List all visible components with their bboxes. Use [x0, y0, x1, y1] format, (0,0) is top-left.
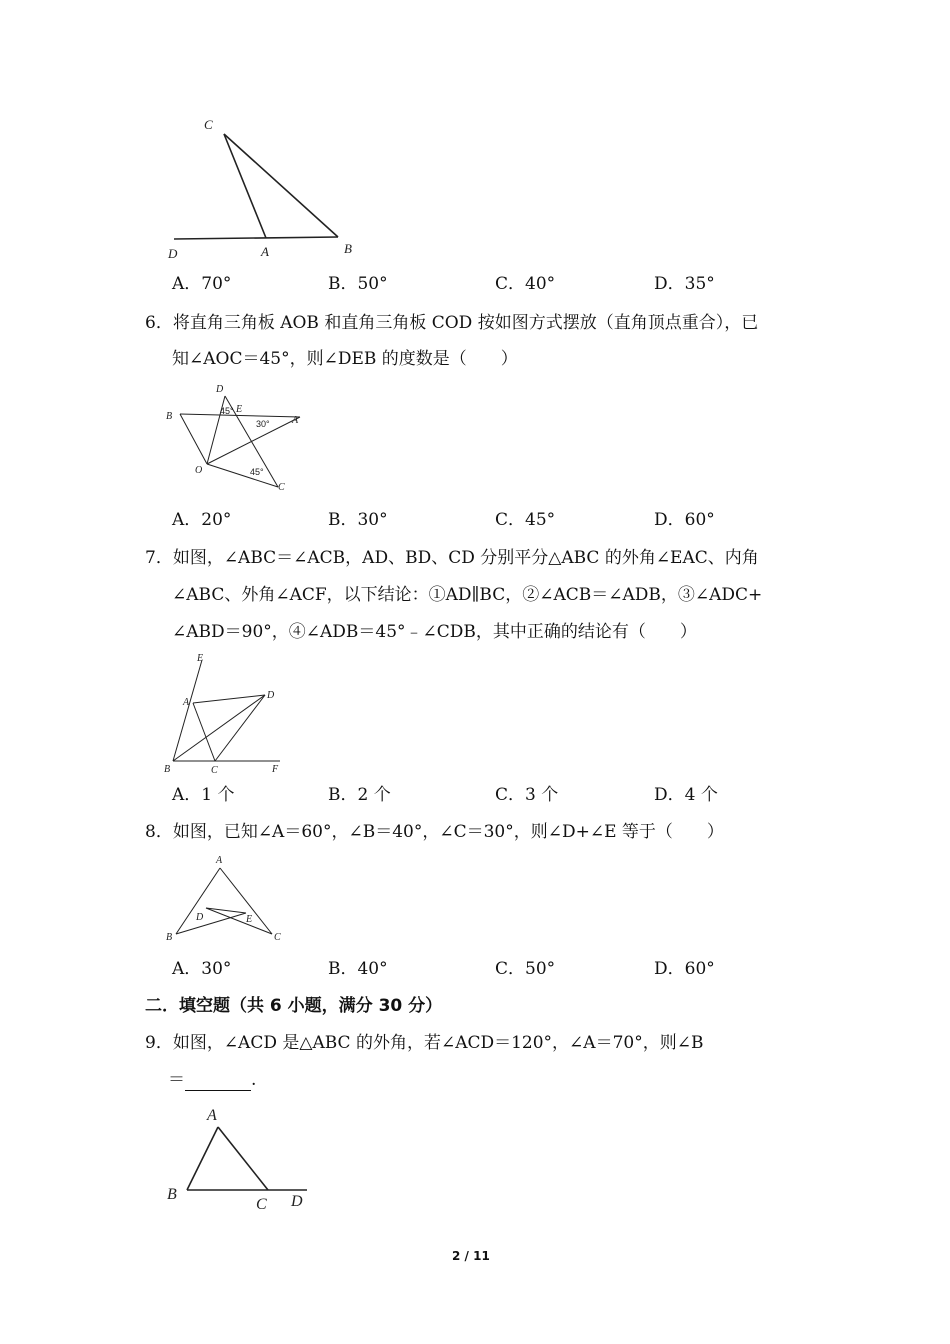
q5-label-a: A	[261, 244, 269, 259]
q5-label-c: C	[204, 117, 213, 132]
q6-label-o: O	[195, 465, 203, 476]
q7-option-c: C．3 个	[495, 785, 559, 805]
q7-label-e: E	[197, 653, 204, 664]
q9-label-d: D	[291, 1193, 303, 1210]
q7-label-a: A	[183, 697, 190, 708]
q6-option-b: B．30°	[328, 510, 388, 530]
q7-option-d: D．4 个	[654, 785, 718, 805]
q6-question-line2: 知∠AOC＝45°，则∠DEB 的度数是（ ）	[172, 349, 518, 369]
q6-label-a: A	[292, 415, 299, 426]
q6-option-c: C．45°	[495, 510, 556, 530]
q9-question-line1: 9．如图，∠ACD 是△ABC 的外角，若∠ACD＝120°，∠A＝70°，则∠B	[145, 1033, 704, 1053]
q6-angle-45-top: 45°	[220, 406, 234, 416]
q9-label-a: A	[207, 1107, 217, 1124]
q8-label-b: B	[166, 932, 173, 943]
q8-question-line1: 8．如图，已知∠A＝60°，∠B＝40°，∠C＝30°，则∠D+∠E 等于（ ）	[145, 822, 724, 842]
q7-question-line2: ∠ABC、外角∠ACF，以下结论：①AD∥BC，②∠ACB＝∠ADB，③∠ADC+	[172, 585, 763, 605]
q6-option-d: D．60°	[654, 510, 715, 530]
q9-equals: ＝	[168, 1070, 185, 1090]
q5-label-d: D	[168, 246, 178, 261]
q5-option-b: B．50°	[328, 274, 388, 294]
q7-option-a: A．1 个	[172, 785, 235, 805]
q6-label-c: C	[278, 482, 285, 493]
q6-label-e: E	[236, 404, 243, 415]
q8-label-a: A	[216, 855, 223, 866]
q9-label-c: C	[256, 1196, 267, 1213]
q7-label-c: C	[211, 765, 218, 776]
q7-figure	[160, 648, 300, 778]
q7-label-d: D	[267, 690, 275, 701]
q8-label-d: D	[196, 912, 204, 923]
q8-figure	[160, 850, 300, 950]
q6-angle-30: 30°	[256, 419, 270, 429]
q9-period: .	[251, 1070, 257, 1090]
page-number: 2 / 11	[452, 1249, 490, 1263]
q8-option-b: B．40°	[328, 959, 388, 979]
q7-label-b: B	[164, 764, 171, 775]
q6-angle-45-bottom: 45°	[250, 467, 264, 477]
q8-label-c: C	[274, 932, 281, 943]
q8-label-e: E	[246, 914, 253, 925]
q6-label-d: D	[216, 384, 224, 395]
q6-figure	[160, 378, 310, 498]
q5-label-b: B	[344, 241, 352, 256]
q5-option-d: D．35°	[654, 274, 715, 294]
section-heading-fill-in: 二．填空题（共 6 小题，满分 30 分）	[145, 996, 443, 1016]
q8-option-a: A．30°	[172, 959, 232, 979]
q6-option-a: A．20°	[172, 510, 232, 530]
q7-option-b: B．2 个	[328, 785, 391, 805]
q9-answer-blank[interactable]	[185, 1074, 251, 1091]
q7-label-f: F	[272, 764, 279, 775]
q5-option-a: A．70°	[172, 274, 232, 294]
q7-question-line1: 7．如图，∠ABC＝∠ACB，AD、BD、CD 分别平分△ABC 的外角∠EAC、内角	[145, 548, 759, 568]
q7-question-line3: ∠ABD＝90°，④∠ADB＝45°﹣∠CDB，其中正确的结论有（ ）	[172, 622, 697, 642]
q8-option-d: D．60°	[654, 959, 715, 979]
q5-figure	[160, 110, 370, 270]
q9-label-b: B	[167, 1186, 177, 1203]
q6-question-line1: 6．将直角三角板 AOB 和直角三角板 COD 按如图方式摆放（直角顶点重合），已	[145, 313, 759, 333]
q8-option-c: C．50°	[495, 959, 556, 979]
q9-question-line2	[168, 1069, 256, 1091]
q9-figure	[160, 1100, 320, 1215]
q5-option-c: C．40°	[495, 274, 556, 294]
q6-label-b: B	[166, 411, 173, 422]
